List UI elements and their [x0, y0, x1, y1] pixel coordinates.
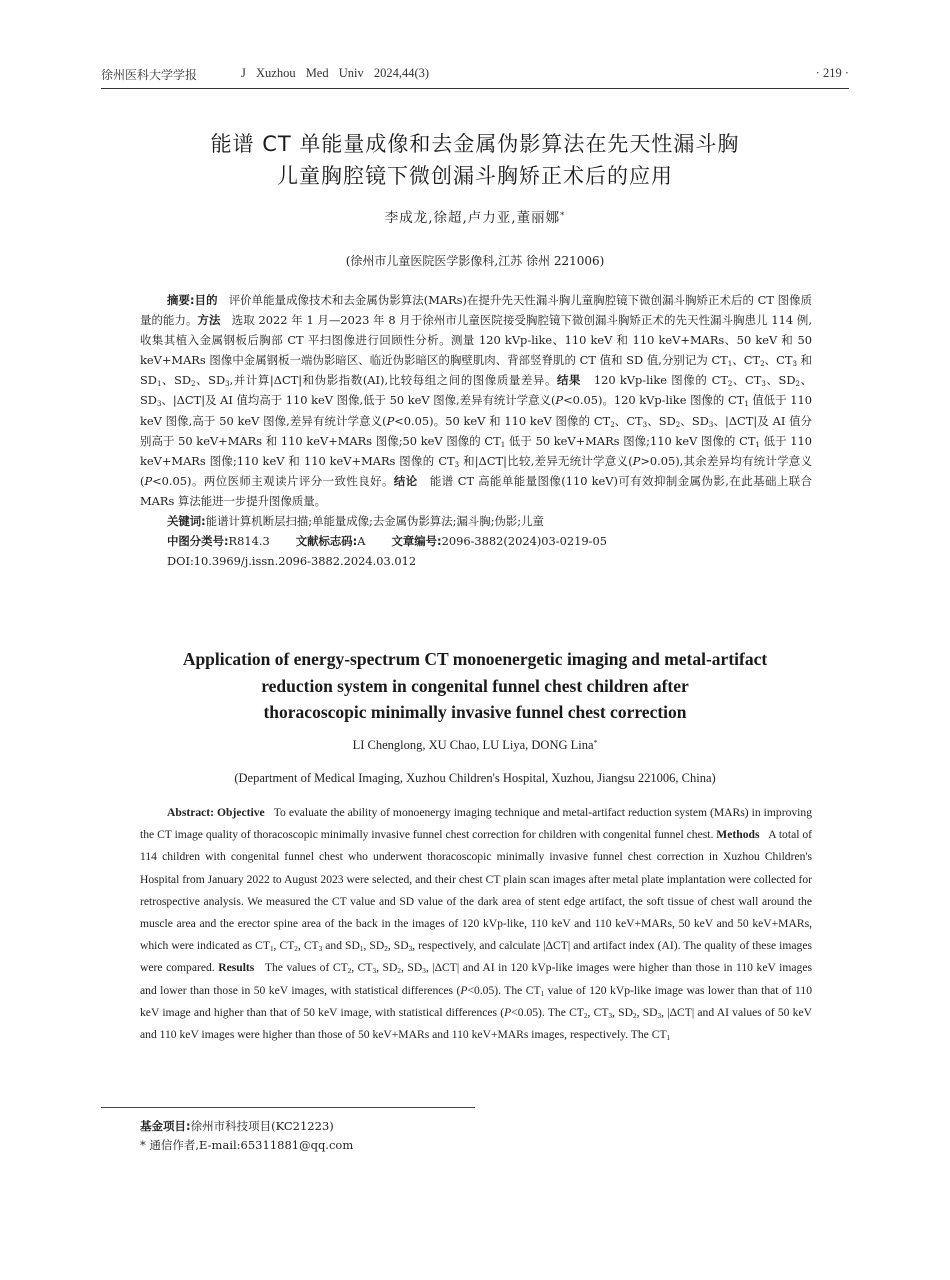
results-label: Results [218, 961, 255, 975]
english-abstract-body [140, 802, 812, 1046]
conclusion-label: 结论 [393, 473, 418, 488]
fund-note [140, 1117, 740, 1136]
journal-name-cn: 徐州医科大学学报 [101, 68, 198, 82]
methods-text: , respectively, and calculate |ΔCT| and artifact index (AI). The quality of these images were compared. [140, 939, 812, 975]
subscript: 2 [610, 419, 615, 429]
results-text: >0.05),其余差异均有统计学意义( [140, 453, 812, 488]
english-title-line-1: Application of energy-spectrum CT monoenergetic imaging and metal-artifact [182, 649, 768, 669]
subscript: 2 [583, 1011, 588, 1020]
subscript: 2 [191, 379, 196, 389]
subscript: 1 [269, 945, 274, 954]
abstract-label: 摘要: [167, 293, 195, 307]
methods-text: 、SD [161, 373, 192, 388]
results-text: 低于 110 keV+MARs 图像;110 keV 和 110 keV+MARs 图像的 CT [140, 433, 812, 468]
p-symbol: P [555, 393, 564, 408]
methods-label: 方法 [197, 313, 221, 328]
fund-text: 徐州市科技项目(KC21223) [190, 1119, 334, 1133]
results-text: 值低于 110 keV 图像,高于 50 keV 图像,差异有统计学意义( [140, 393, 812, 428]
p-symbol: P [460, 983, 468, 997]
subscript: 1 [500, 439, 506, 449]
footnote-rule [101, 1107, 475, 1108]
results-text: <0.05). The CT [467, 983, 541, 997]
subscript: 3 [657, 1011, 662, 1020]
subscript: 2 [760, 359, 765, 369]
results-text: 和|ΔCT|比较,差异无统计学意义( [459, 453, 633, 468]
methods-text: 、CT [732, 353, 761, 368]
conclusion-text: 能谱 CT 高能单能量图像(110 keV)可有效抑制金属伪影,在此基础上联合 MARs 算法能进一步提升图像质量。 [140, 473, 812, 508]
english-title-line-2: reduction system in congenital funnel chest children after [261, 675, 689, 696]
subscript: 2 [347, 967, 352, 976]
objective-label: Objective [217, 806, 265, 819]
keywords-text: 能谱计算机断层扫描;单能量成像;去金属伪影算法;漏斗胸;伪影;儿童 [205, 514, 544, 529]
methods-text: ,并计算|ΔCT|和伪影指数(AI),比较每组之间的图像质量差异。 [229, 373, 558, 388]
subscript: 3 [156, 399, 162, 409]
keywords-label: 关键词: [167, 514, 206, 529]
subscript: 1 [359, 945, 364, 954]
results-text: 、SD [680, 413, 709, 428]
chinese-title-line-1: 能谱 CT 单能量成像和去金属伪影算法在先天性漏斗胸 [210, 132, 740, 156]
results-text: 、CT [732, 373, 762, 388]
results-label: 结果 [557, 373, 582, 388]
methods-text: , CT [273, 939, 295, 953]
english-authors [140, 738, 810, 753]
methods-text: 和 SD [140, 353, 812, 388]
results-text: 、SD [647, 413, 676, 428]
document-code-label: 文献标志码: [295, 534, 358, 549]
p-symbol: P [504, 1005, 512, 1019]
journal-citation: J Xuzhou Med Univ 2024,44(3) [241, 66, 430, 80]
classification-line [140, 531, 812, 551]
chinese-author-list: 李成龙,徐超,卢力亚,董丽娜 [384, 210, 561, 226]
chinese-abstract-body [140, 290, 812, 511]
chinese-title-line-2: 儿童胸腔镜下微创漏斗胸矫正术后的应用 [277, 164, 673, 188]
subscript: 1 [540, 989, 545, 998]
chinese-affiliation: (徐州市儿童医院医学影像科,江苏 徐州 221006) [345, 254, 605, 268]
subscript: 1 [727, 359, 733, 369]
subscript: 3 [225, 379, 230, 389]
page-number: · 219 · [815, 66, 849, 80]
subscript: 3 [408, 945, 413, 954]
english-title [120, 646, 830, 726]
subscript: 1 [744, 399, 749, 409]
doi-line: DOI:10.3969/j.issn.2096-3882.2024.03.012 [167, 554, 417, 569]
chinese-authors [140, 206, 810, 226]
footnotes [140, 1117, 740, 1155]
results-text: value of 120 kVp-like image was lower than that of 110 keV image and higher than that of 50 keV image, with statistical differences ( [140, 983, 813, 1019]
results-text: , |ΔCT| and AI values of 50 keV and 110 keV images were higher than those of 50 keV+MARs and 110 keV+MARs images, respectively. The CT [140, 1005, 813, 1042]
results-text: , SD [612, 1005, 633, 1019]
methods-text: , SD [363, 939, 385, 953]
results-text: <0.05)。120 kVp-like 图像的 CT [563, 393, 745, 408]
methods-label: Methods [716, 828, 760, 842]
results-text: , SD [636, 1005, 658, 1019]
results-text: , SD [400, 961, 423, 975]
methods-text: and SD [322, 939, 360, 953]
subscript: 3 [422, 967, 426, 976]
corresponding-mark: * [560, 209, 566, 220]
results-text: , |ΔCT| and AI in 120 kVp-like images were higher than those in 110 keV images and lower than those in 50 keV images, with statistical differences ( [140, 961, 813, 997]
p-symbol: P [632, 453, 641, 468]
methods-text: 、SD [195, 373, 226, 388]
document-code-value: A [357, 534, 366, 549]
running-head [101, 64, 849, 88]
subscript: 3 [792, 359, 797, 369]
results-text: <0.05)。50 keV 和 110 keV 图像的 CT [394, 413, 611, 428]
header-rule [101, 88, 849, 89]
results-text: 、|ΔCT|及 AI 值分别高于 50 keV+MARs 和 110 keV+MARs 图像;50 keV 图像的 CT [140, 413, 813, 448]
results-text: 120 kVp-like 图像的 CT [593, 373, 728, 388]
results-text: The values of CT [264, 961, 348, 975]
subscript: 2 [397, 967, 401, 976]
corresponding-mark: * [593, 738, 598, 748]
clc-label: 中图分类号: [167, 534, 229, 549]
results-text: 、SD [765, 373, 796, 388]
results-text: <0.05). The CT [511, 1005, 584, 1019]
objective-text: 评价单能量成像技术和去金属伪影算法(MARs)在提升先天性漏斗胸儿童胸腔镜下微创漏斗胸矫正术后的 CT 图像质量的能力。 [140, 293, 812, 328]
results-text: , SD [376, 961, 398, 975]
results-text: 、SD [140, 373, 812, 408]
subscript: 1 [755, 439, 760, 449]
subscript: 3 [708, 419, 714, 429]
english-author-list: LI Chenglong, XU Chao, LU Liya, DONG Lina [352, 738, 594, 752]
clc-value: R814.3 [228, 534, 270, 549]
subscript: 3 [761, 379, 766, 389]
english-abstract [140, 802, 812, 1046]
subscript: 2 [675, 419, 681, 429]
results-text: , CT [351, 961, 373, 975]
methods-text: , CT [297, 939, 319, 953]
subscript: 2 [384, 945, 388, 954]
subscript: 3 [318, 945, 323, 954]
methods-text: 、CT [764, 353, 793, 368]
english-affiliation: (Department of Medical Imaging, Xuzhou Children's Hospital, Xuzhou, Jiangsu 221006, China) [234, 771, 716, 785]
objective-label: 目的 [194, 293, 218, 307]
results-text: , CT [587, 1005, 609, 1019]
chinese-abstract [140, 290, 812, 571]
p-symbol: P [144, 473, 153, 488]
subscript: 2 [632, 1011, 637, 1020]
article-number-label: 文章编号: [391, 534, 442, 549]
subscript: 3 [372, 967, 377, 976]
english-title-line-3: thoracoscopic minimally invasive funnel chest correction [263, 702, 687, 722]
corresponding-author-note: * 通信作者,E-mail:65311881@qq.com [140, 1138, 354, 1152]
subscript: 3 [608, 1011, 613, 1020]
objective-text: To evaluate the ability of monoenergy imaging technique and metal-artifact reduction system (MARs) in improving the CT image quality of thoracoscopic minimally invasive funnel chest correction for children with congenital funnel chest. [140, 806, 812, 842]
article-number-value: 2096-3882(2024)03-0219-05 [441, 534, 607, 549]
subscript: 1 [156, 379, 162, 389]
methods-text: , SD [387, 939, 409, 953]
keywords-line [140, 511, 812, 531]
subscript: 2 [294, 945, 298, 954]
abstract-label: Abstract: [167, 806, 215, 819]
subscript: 3 [454, 459, 460, 469]
subscript: 2 [795, 379, 800, 389]
subscript: 1 [666, 1034, 671, 1043]
p-symbol: P [386, 413, 395, 428]
methods-text: A total of 114 children with congenital funnel chest who underwent thoracoscopic minimally invasive funnel chest correction in Xuzhou Children's Hospital from January 2022 to August 2023 were selected, and their chest CT plain scan images after metal plate implantation were collected for retrospective analysis. We measured the CT value and SD value of the dark area of stent edge artifact, the soft tissue of chest wall around the muscle area and the erector spine area of the back in the images of 120 kVp-like, 110 keV and 110 keV+MARs, 50 keV and 50 keV+MARs, which were indicated as CT [140, 828, 813, 953]
methods-text: 选取 2022 年 1 月—2023 年 8 月于徐州市儿童医院接受胸腔镜下微创漏斗胸矫正术的先天性漏斗胸患儿 114 例,收集其植入金属钢板后胸部 CT 平扫图像进行回顾性分析。测量 120 kVp-like、110 keV 和 110 keV+MARs、50 keV 和 50 keV+MARs 图像中金属钢板一端伪影暗区、临近伪影暗区的胸壁肌肉、背部竖脊肌的 CT 值和 SD 值,分别记为 CT [140, 313, 812, 368]
fund-label: 基金项目: [140, 1119, 191, 1133]
results-text: 、|ΔCT|及 AI 值均高于 110 keV 图像,低于 50 keV 图像,差异有统计学意义( [161, 393, 556, 408]
subscript: 3 [642, 419, 648, 429]
results-text: <0.05)。两位医师主观读片评分一致性良好。 [152, 473, 394, 488]
subscript: 2 [727, 379, 733, 389]
results-text: 、CT [614, 413, 643, 428]
chinese-title [140, 128, 810, 192]
results-text: 低于 50 keV+MARs 图像;110 keV 图像的 CT [505, 433, 756, 448]
